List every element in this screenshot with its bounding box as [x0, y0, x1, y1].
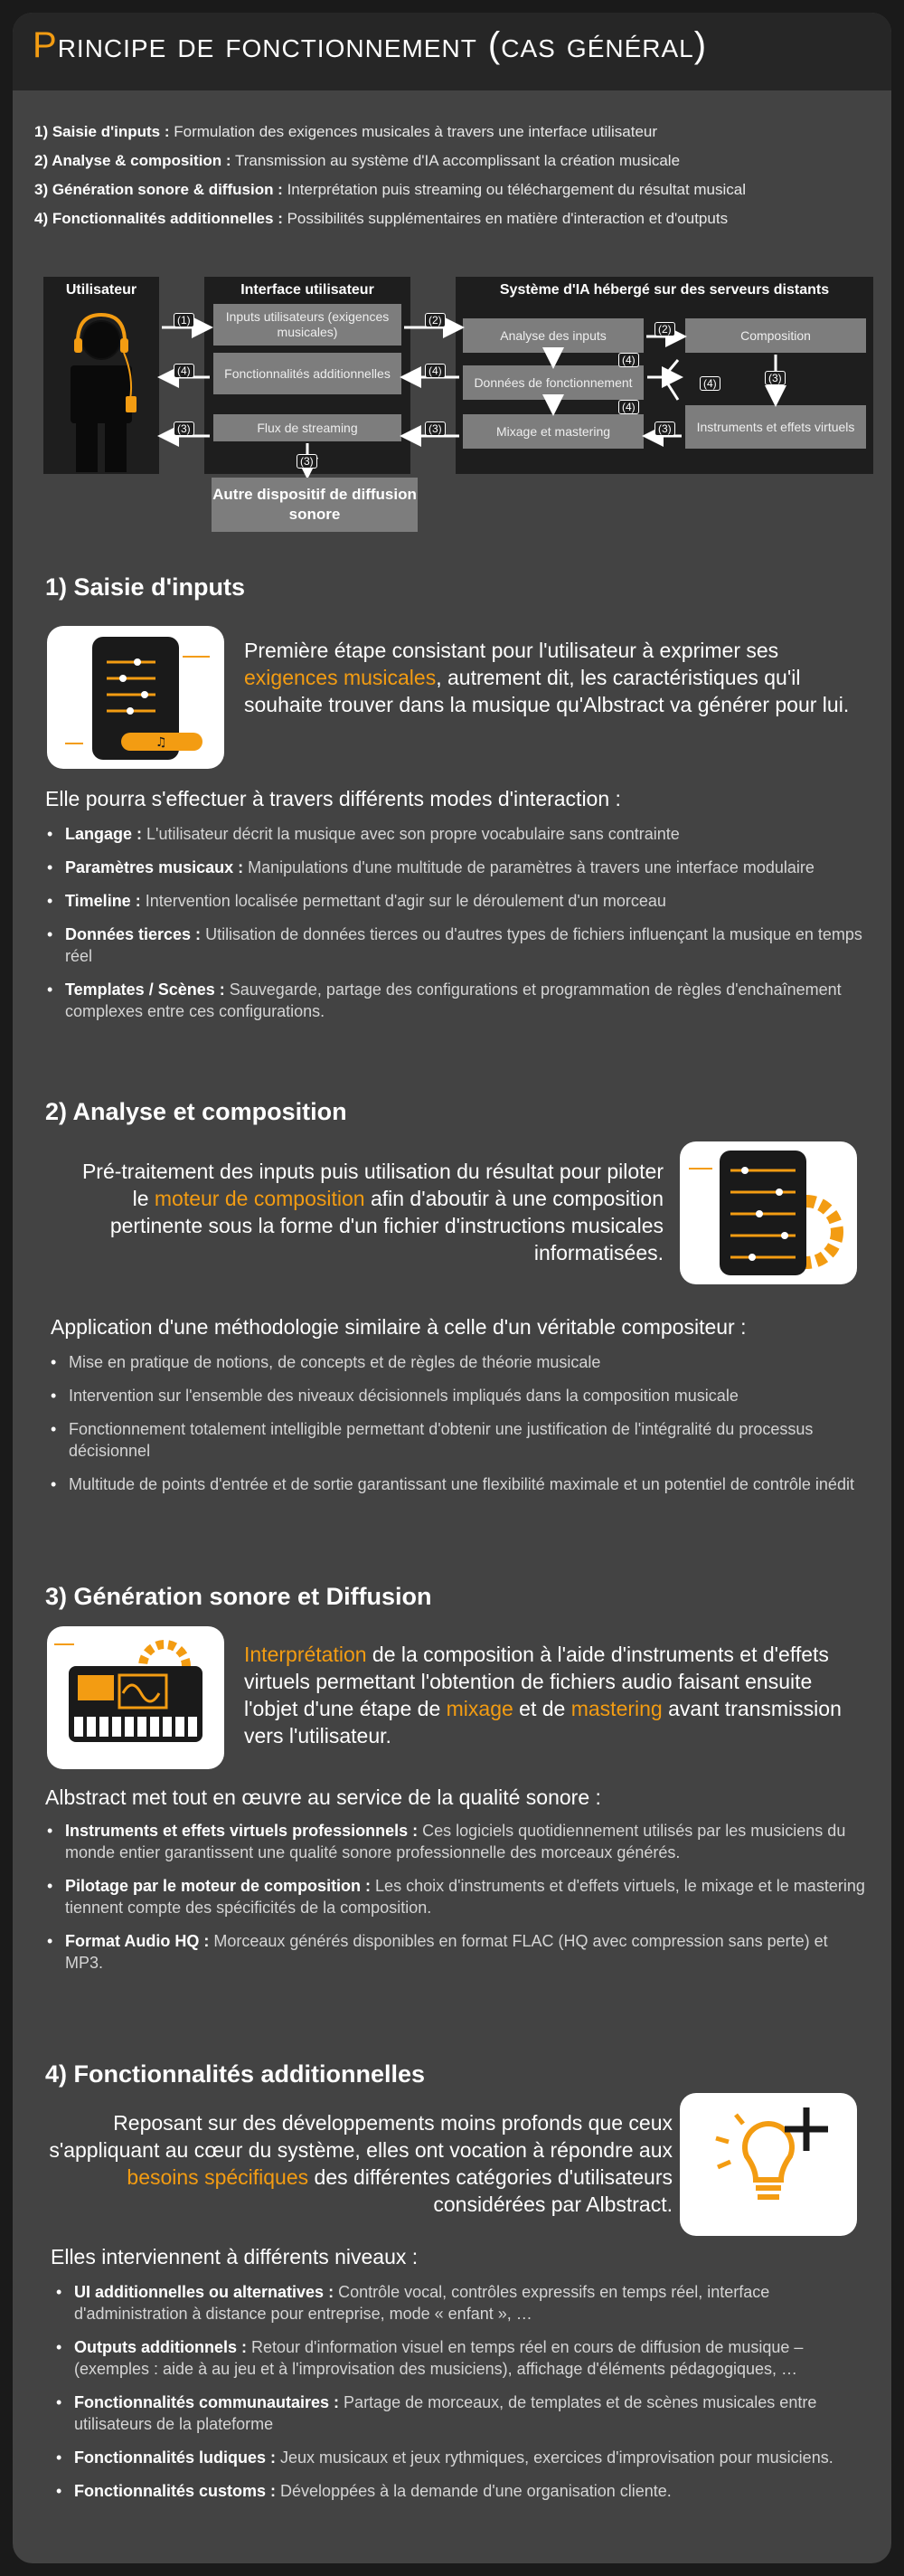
phone-sliders-icon [47, 626, 224, 769]
arrow-label: (4) [618, 353, 639, 367]
list-item: • Outputs additionnels : Retour d'information visuel en temps réel en cours de diffusion de musique – (exemples : aide à au jeu et à l'improvisation des musiciens), affichage d'éléments pédagogiques, … [54, 2336, 868, 2380]
section-4-card [680, 2093, 857, 2236]
section-2-intro: Application d'une méthodologie similaire à celle d'un véritable compositeur : [51, 1315, 747, 1339]
list-item: • Pilotage par le moteur de composition : Les choix d'instruments et d'effets virtuels, le mixage et le mastering tiennent compte des spécificités de la composition. [45, 1875, 868, 1918]
lightbulb-plus-icon [680, 2093, 857, 2236]
list-item: • Intervention sur l'ensemble des niveaux décisionnels impliqués dans la composition musicale [49, 1385, 862, 1406]
arrow-label: (3) [174, 421, 194, 436]
arrow-label: (4) [700, 376, 720, 391]
ai-data-box: Données de fonctionnement [463, 365, 644, 400]
arrow-label: (3) [425, 421, 446, 436]
step-line: 1) Saisie d'inputs : Formulation des exigences musicales à travers une interface utilisateur [34, 123, 658, 140]
ui-inputs-box: Inputs utilisateurs (exigences musicales) [213, 304, 401, 346]
user-box-title: Utilisateur [65, 282, 137, 298]
page-title: Principe de fonctionnement (cas général) [33, 25, 708, 65]
svg-text:♫: ♫ [155, 735, 167, 750]
step-line: 4) Fonctionnalités additionnelles : Possibilités supplémentaires en matière d'interaction et d'outputs [34, 210, 729, 227]
section-1-intro: Elle pourra s'effectuer à travers différents modes d'interaction : [45, 787, 621, 810]
section-3-lead: Interprétation de la composition à l'aide d'instruments et d'effets virtuels permettant l'obtention de fichiers audio faisant ensuite l'objet d'une étape de mixage et de mastering avant transmission vers l'utilisateur. [244, 1643, 842, 1747]
page-header [13, 13, 891, 90]
arrow-label: (4) [174, 364, 194, 378]
section-1-card [47, 626, 224, 769]
list-item: • Données tierces : Utilisation de données tierces ou d'autres types de fichiers influençant la musique en temps réel [45, 923, 868, 967]
section-4-list [54, 2281, 868, 2514]
synth-icon [47, 1626, 224, 1769]
infographic-page [13, 13, 891, 2563]
section-1-list [45, 823, 868, 1034]
list-item: • Fonctionnalités communautaires : Partage de morceaux, de templates et de scènes musicales entre utilisateurs de la plateforme [54, 2391, 868, 2435]
section-1-title: 1) Saisie d'inputs [45, 573, 245, 601]
step-line: 2) Analyse & composition : Transmission au système d'IA accomplissant la création musicale [34, 152, 681, 169]
section-2-card [680, 1141, 857, 1284]
architecture-diagram [31, 264, 880, 545]
list-item: • Paramètres musicaux : Manipulations d'une multitude de paramètres à travers une interface modulaire [45, 857, 868, 878]
list-item: • UI additionnelles ou alternatives : Contrôle vocal, contrôles expressifs en temps réel, interface d'administration à distance pour entreprise, mode « enfant », … [54, 2281, 868, 2325]
phone-gear-icon [680, 1141, 857, 1284]
ai-composition-box: Composition [685, 318, 866, 353]
arrow-label: (3) [765, 371, 786, 385]
ui-features-box: Fonctionnalités additionnelles [213, 353, 401, 394]
arrow-label: (3) [297, 454, 317, 469]
arrow-label: (4) [425, 364, 446, 378]
step-line: 3) Génération sonore & diffusion : Interprétation puis streaming ou téléchargement du résultat musical [34, 181, 747, 198]
section-3-list [45, 1820, 868, 1985]
list-item: • Fonctionnement totalement intelligible permettant d'obtenir une justification de l'intégralité du processus décisionnel [49, 1418, 862, 1462]
other-device-box: Autre dispositif de diffusion sonore [212, 478, 418, 532]
ai-instruments-box: Instruments et effets virtuels [685, 405, 866, 449]
arrow-label: (3) [654, 421, 675, 436]
section-3-title: 3) Génération sonore et Diffusion [45, 1583, 432, 1610]
list-item: • Mise en pratique de notions, de concepts et de règles de théorie musicale [49, 1351, 862, 1373]
arrow-label: (2) [425, 313, 446, 327]
list-item: • Timeline : Intervention localisée permettant d'agir sur le déroulement d'un morceau [45, 890, 868, 912]
section-3-intro: Albstract met tout en œuvre au service de la qualité sonore : [45, 1785, 601, 1809]
section-4-lead: Reposant sur des développements moins profonds que ceux s'appliquant au cœur du système, elles ont vocation à répondre aux besoins spécifiques des différentes catégories d'utilisateurs considérées par Albstract. [49, 2111, 673, 2216]
arrow-label: (1) [174, 313, 194, 327]
section-3-card [47, 1626, 224, 1769]
list-item: • Multitude de points d'entrée et de sortie garantissant une flexibilité maximale et un potentiel de contrôle inédit [49, 1473, 862, 1495]
ai-box-title: Système d'IA hébergé sur des serveurs distants [499, 282, 830, 298]
list-item: • Fonctionnalités customs : Développées à la demande d'une organisation cliente. [54, 2480, 868, 2502]
section-2-title: 2) Analyse et composition [45, 1098, 347, 1125]
arrow-label: (4) [618, 400, 639, 414]
list-item: • Langage : L'utilisateur décrit la musique avec son propre vocabulaire sans contrainte [45, 823, 868, 845]
list-item: • Templates / Scènes : Sauvegarde, partage des configurations et programmation de règles d'enchaînement complexes entre ces configurations. [45, 979, 868, 1022]
arrow-label: (2) [654, 322, 675, 336]
section-4-title: 4) Fonctionnalités additionnelles [45, 2060, 426, 2088]
ui-box-title: Interface utilisateur [240, 282, 374, 298]
ai-analysis-box: Analyse des inputs [463, 318, 644, 353]
ui-streaming-box: Flux de streaming [213, 414, 401, 441]
diagram-arrows [31, 264, 880, 545]
list-item: • Instruments et effets virtuels professionnels : Ces logiciels quotidiennement utilisés par les musiciens du monde entier garantissent une qualité sonore professionnelle des morceaux générés. [45, 1820, 868, 1863]
section-4-intro: Elles interviennent à différents niveaux : [51, 2245, 419, 2268]
list-item: • Fonctionnalités ludiques : Jeux musicaux et jeux rythmiques, exercices d'improvisation pour musiciens. [54, 2447, 868, 2468]
ai-mixing-box: Mixage et mastering [463, 414, 644, 449]
section-1-lead: Première étape consistant pour l'utilisateur à exprimer ses exigences musicales, autrement dit, les caractéristiques qu'il souhaite trouver dans la musique qu'Albstract va générer pour lui. [244, 639, 850, 716]
list-item: • Format Audio HQ : Morceaux générés disponibles en format FLAC (HQ avec compression sans perte) et MP3. [45, 1930, 868, 1974]
steps-summary [34, 118, 875, 233]
section-2-list [49, 1351, 862, 1507]
section-2-lead: Pré-traitement des inputs puis utilisation du résultat pour piloter le moteur de composition afin d'aboutir à une composition pertinente sous la forme d'un fichier d'instructions musicales informatisées. [81, 1160, 664, 1264]
